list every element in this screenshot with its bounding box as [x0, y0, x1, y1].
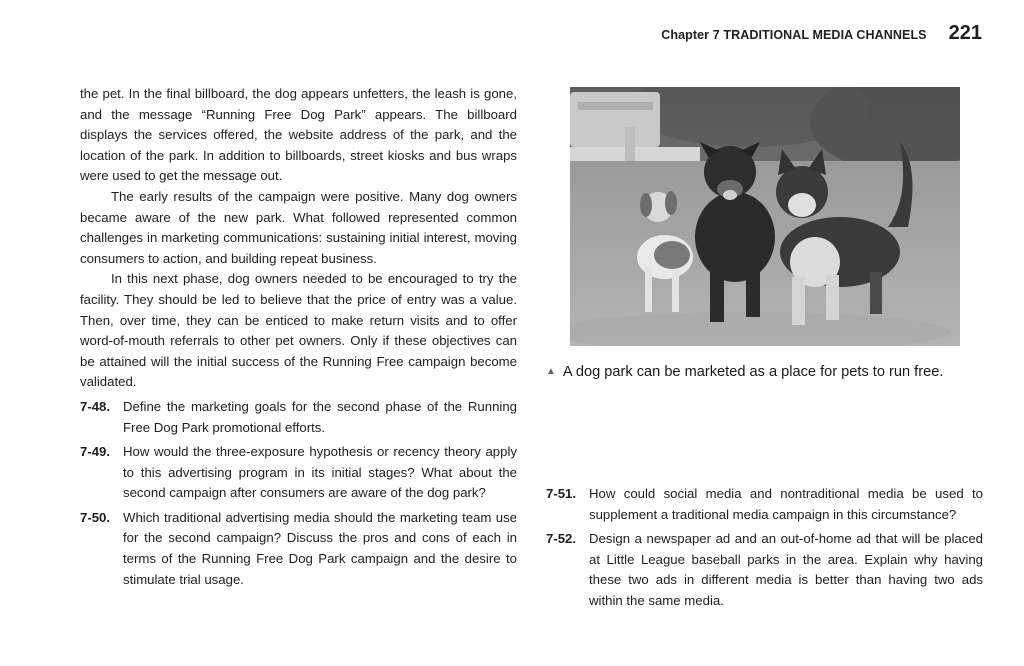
question-item: [80, 397, 517, 438]
page-number: 221: [948, 22, 982, 44]
triangle-marker-icon: ▲: [546, 366, 556, 377]
left-column: [80, 84, 517, 590]
question-number: 7-48.: [80, 398, 111, 414]
caption-text: A dog park can be marketed as a place for pets to run free.: [562, 364, 944, 380]
question-item: [80, 442, 517, 504]
question-number: 7-50.: [80, 509, 111, 525]
chapter-label: Chapter 7 TRADITIONAL MEDIA CHANNELS: [661, 28, 927, 42]
body-paragraph: The early results of the campaign were positive. Many dog owners became aware of the new park. What followed represented common challenges in marketing communications: sustaining initial interest, moving consumers to action, and building repeat business.: [80, 188, 517, 266]
question-item: [546, 529, 983, 611]
question-item: [546, 484, 983, 525]
question-item: [80, 508, 517, 590]
running-header: [661, 22, 982, 45]
question-text: Which traditional advertising media should the marketing team use for the second campaign? Discuss the pros and cons of each in terms of the Running Free Dog Park campaign and the desire to stimulate trial usage.: [123, 509, 517, 587]
body-paragraph: In this next phase, dog owners needed to be encouraged to try the facility. They should be led to believe that the price of entry was a value. Then, over time, they can be enticed to make return visits and to offer word-of-mouth referrals to other pet owners. Only if these objectives can be attained will the initial success of the Running Free campaign become validated.: [80, 271, 517, 390]
question-text: Define the marketing goals for the second phase of the Running Free Dog Park promotional efforts.: [123, 398, 517, 435]
question-text: How could social media and nontraditional media be used to supplement a traditional media campaign in this circumstance?: [589, 486, 983, 522]
question-number: 7-52.: [546, 531, 577, 547]
question-text: Design a newspaper ad and an out-of-home ad that will be placed at Little League baseball parks in the area. Explain why having these two ads in different media is better than having two ads within the same media.: [589, 531, 983, 608]
dog-park-photo: [570, 87, 960, 346]
question-number: 7-49.: [80, 444, 111, 460]
question-number: 7-51.: [546, 486, 577, 501]
body-paragraph: the pet. In the final billboard, the dog appears unfetters, the leash is gone, and the message “Running Free Dog Park” appears. The billboard displays the services offered, the website address of the park, and the location of the park. In addition to billboards, street kiosks and bus wraps were used to get the message out.: [80, 86, 517, 184]
figure-caption: [546, 362, 971, 382]
question-text: How would the three-exposure hypothesis or recency theory apply to this advertising program in its initial stages? What about the second campaign after consumers are aware of the dog park?: [123, 444, 517, 501]
right-column: [546, 484, 983, 612]
dog-park-illustration: [570, 87, 960, 346]
